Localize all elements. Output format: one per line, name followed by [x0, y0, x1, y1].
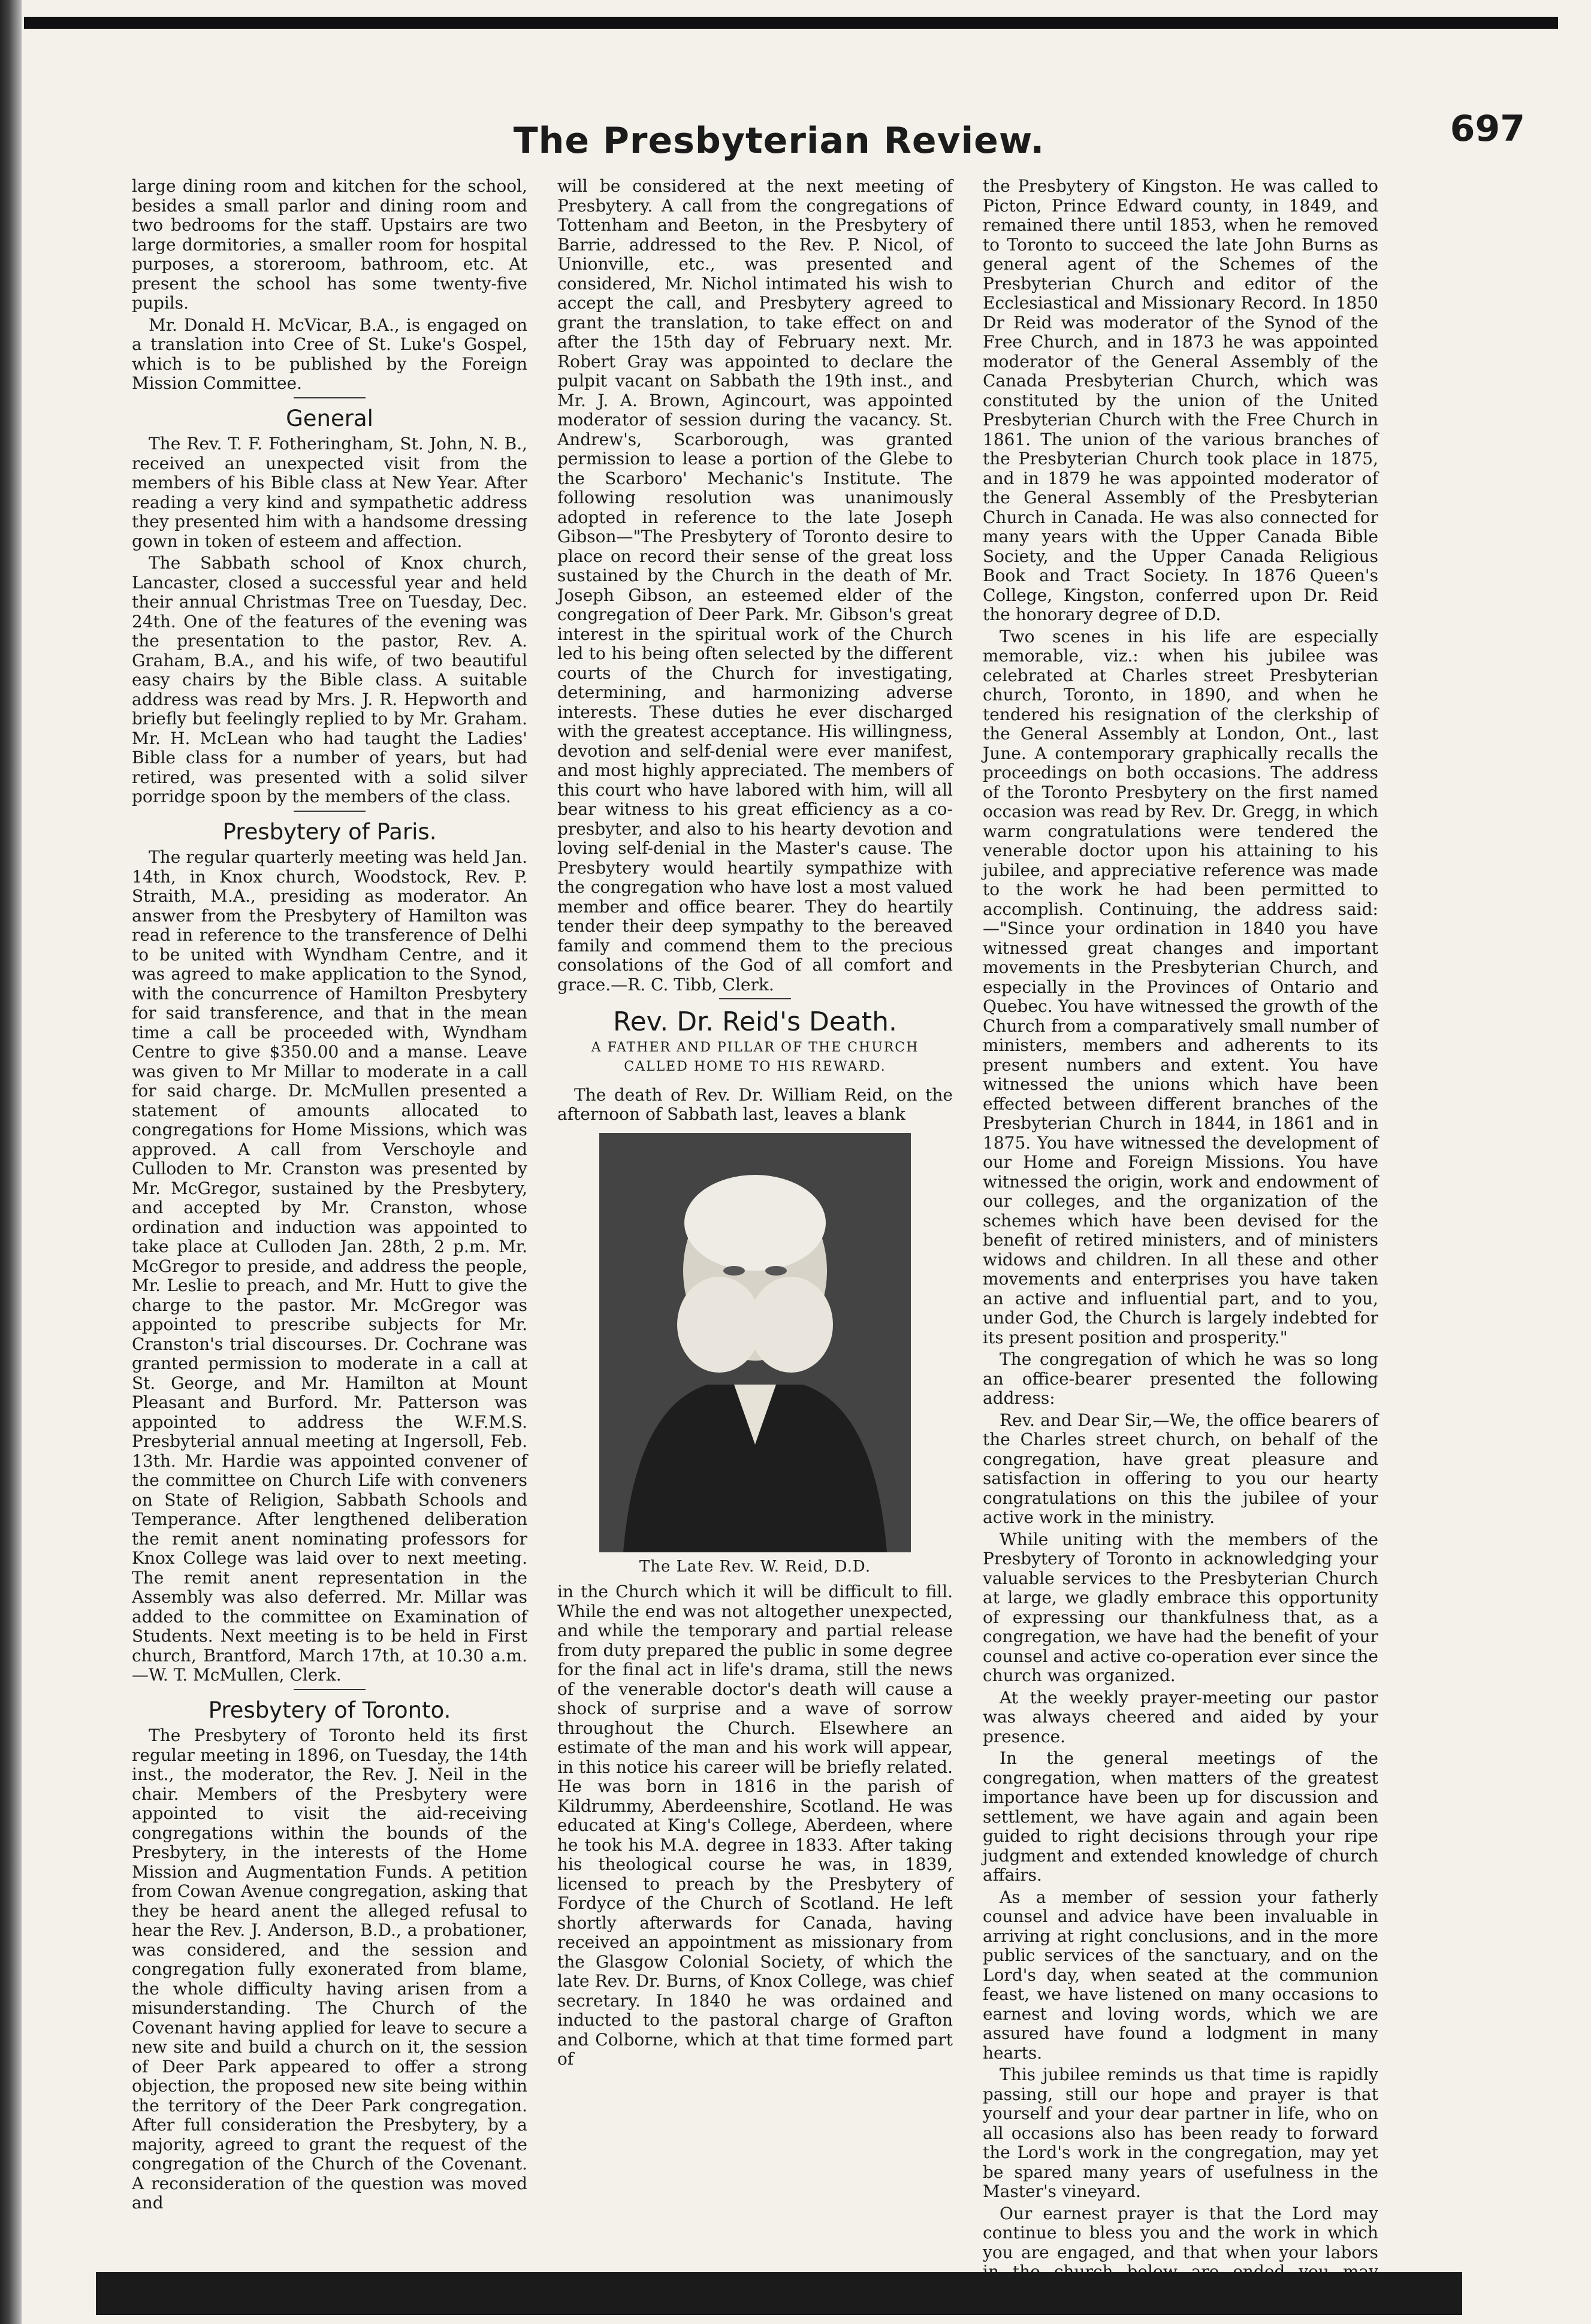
paragraph: At the weekly prayer-meeting our pastor was always cheered and aided by your presence.: [983, 1687, 1378, 1746]
section-heading-toronto: Presbytery of Toronto.: [208, 1697, 451, 1723]
paragraph: The Sabbath school of Knox church, Lancaster, closed a successful year and held their annual Christmas Tree on Tuesday, Dec. 24th. One of the features of the evening was the presentation to the pastor, Rev. A. Graham, B.A., and his wife, of two beautiful easy chairs by the Bible class. A suitable address was read by Mrs. J. R. Hepworth and briefly but feelingly replied to by Mr. Graham. Mr. H. McLean who had taught the Ladies' Bible class for a number of years, but had retired, was presented with a solid silver porridge spoon by the members of the class.: [132, 553, 527, 806]
divider: [294, 811, 366, 812]
paragraph: will be considered at the next meeting of Presbytery. A call from the congregations of Tottenham and Beeton, in the Presbytery of Barrie, addressed to the Rev. P. Nicol, of Unionville, etc., was presented and considered, Mr. Nichol intimated his wish to accept the call, and Presbytery agreed to grant the translation, to take effect on and after the 15th day of February next. Mr. Robert Gray was appointed to declare the pulpit vacant on Sabbath the 19th inst., and Mr. J. A. Brown, Agincourt, was appointed moderator of session during the vacancy. St. Andrew's, Scarborough, was granted permission to lease a portion of the Glebe to the Scarboro' Mechanic's Institute. The following resolution was unanimously adopted in reference to the late Joseph Gibson—"The Presbytery of Toronto desire to place on record their sense of the great loss sustained by the Church in the death of Mr. Joseph Gibson, an esteemed elder of the congregation of Deer Park. Mr. Gibson's great interest in the spiritual work of the Church led to his being often selected by the different courts of the Church for investigating, determining, and harmonizing adverse interests. These duties he ever discharged with the greatest acceptance. His willingness, devotion and self-denial were ever manifest, and most highly appreciated. The members of this court who have labored with him, will all bear witness to his great efficiency as a co-presbyter, and also to his hearty devotion and loving self-denial in the Master's cause. The Presbytery would heartily sympathize with the congregation who have lost a most valued member and office bearer. They do heartily tender their deep sympathy to the bereaved family and commend them to the precious consolations of the God of all comfort and grace.—R. C. Tibb, Clerk.: [557, 176, 953, 995]
column-3: [983, 176, 1378, 2262]
paragraph: Mr. Donald H. McVicar, B.A., is engaged on a translation into Cree of St. Luke's Gospel, which is to be published by the Foreign Mission Committee.: [132, 315, 527, 393]
paragraph: The congregation of which he was so long an office-bearer presented the following address:: [983, 1349, 1378, 1408]
paragraph: Our earnest prayer is that the Lord may continue to bless you and the work in which you are engaged, and that when your labors: [983, 2203, 1378, 2262]
portrait-photo: [599, 1133, 911, 1552]
column-2: [557, 177, 953, 2210]
paragraph: The Presbytery of Toronto held its first regular meeting in 1896, on Tuesday, the 14th inst., the moderator, the Rev. J. Neil in the chair. Members of the Presbytery were appointed to visit the aid-receiving congregations within the bounds of the Presbytery, in the interests of the Home Mission and Augmentation Funds. A petition from Cowan Avenue congregation, asking that they be heard anent the alleged refusal to hear the Rev. J. Anderson, B.D., a probationer, was considered, and the session and congregation fully exonerated from blame, the whole difficulty having arisen from a misunderstanding. The Church of the Covenant having applied for leave to secure a new site and build a church on it, the session of Deer Park appeared to offer a strong objection, the proposed new site being within the territory of the Deer Park congregation. After full consideration the Presbytery, by a majority, agreed to grant the request of the congregation of the Church of the Covenant. A reconsideration of the question was moved and: [132, 1725, 527, 2213]
top-scan-border: [24, 17, 1558, 29]
paragraph: As a member of session your fatherly counsel and advice have been invaluable in arriving at right conclusions, and in the more public services of the sanctuary, and on the Lord's day, when seated at the communion feast, we have listened on many occasions to earnest and loving words, which we are assured have found a lodgment in many hearts.: [983, 1887, 1378, 2063]
bottom-scan-border: [96, 2272, 1462, 2315]
page-number: 697: [1450, 108, 1525, 150]
paragraph: The death of Rev. Dr. William Reid, on the afternoon of Sabbath last, leaves a blank: [557, 1084, 953, 1124]
paragraph: In the general meetings of the congregation, when matters of the greatest importance have been up for discussion and settlement, we have again and again been guided to right decisions through your ripe judgment and extended knowledge of church affairs.: [983, 1748, 1378, 1885]
portrait-caption: The Late Rev. W. Reid, D.D.: [639, 1557, 871, 1576]
divider: [719, 998, 791, 999]
paragraph: the Presbytery of Kingston. He was called to Picton, Prince Edward county, in 1849, and remained there until 1853, when he removed to Toronto to succeed the late John Burns as general agent of the Schemes of the Presbyterian Church and editor of the Ecclesiastical and Missionary Record. In 1850 Dr Reid was moderator of the Synod of the Free Church, and in 1873 he was appointed moderator of the General Assembly of the Canada Presbyterian Church, which was constituted by the union of the United Presbyterian Church with the Free Church in 1861. The union of the various branches of the Presbyterian Church took place in 1875, and in 1879 he was appointed moderator of the General Assembly of the Presbyterian Church in Canada. He was also connected for many years with the Upper Canada Bible Society, and the Upper Canada Religious Book and Tract Society. In 1876 Queen's College, Kingston, conferred upon Dr. Reid the honorary degree of D.D.: [983, 176, 1378, 624]
divider: [294, 397, 366, 398]
paragraph: The Rev. T. F. Fotheringham, St. John, N. B., received an unexpected visit from the members of his Bible class at New Year. After reading a very kind and sympathetic address they presented him with a handsome dressing gown in token of esteem and affection.: [132, 434, 527, 551]
page-title: The Presbyterian Review.: [513, 120, 1045, 162]
divider: [294, 1689, 366, 1690]
article-subtitle: A FATHER AND PILLAR OF THE CHURCH CALLED HOME TO HIS REWARD.: [591, 1039, 919, 1074]
column-1: [132, 176, 527, 2213]
page-binding-edge: [0, 0, 22, 2324]
paragraph: While uniting with the members of the Presbytery of Toronto in acknowledging your valuable services to the Presbyterian Church at large, we gladly embrace this opportunity of expressing our thankfulness that, as a congregation, we have had the benefit of your counsel and active co-operation ever since the church was organized.: [983, 1529, 1378, 1685]
portrait-engraving: [599, 1133, 911, 1552]
paragraph: The regular quarterly meeting was held Jan. 14th, in Knox church, Woodstock, Rev. P. Straith, M.A., presiding as moderator. An answer from the Presbytery of Hamilton was read in reference to the transference of Delhi to be united with Wyndham Centre, and it was agreed to make application to the Synod, with the concurrence of Hamilton Presbytery for said transference, and that in the mean time a call be proceeded with, Wyndham Centre to give $350.00 and a manse. Leave was given to Mr Millar to moderate in a call for said charge. Dr. McMullen presented a statement of amounts allocated to congregations for Home Missions, which was approved. A call from Verschoyle and Culloden to Mr. Cranston was presented by Mr. McGregor, sustained by the Presbytery, and accepted by Mr. Cranston, whose ordination and induction was appointed to take place at Culloden Jan. 28th, 2 p.m. Mr. McGregor to preside, and address the people, Mr. Leslie to preach, and Mr. Hutt to give the charge to the pastor. Mr. McGregor was appointed to prescribe subjects for Mr. Cranston's trial discourses. Dr. Cochrane was granted permission to moderate in a call at St. George, and Mr. Hamilton at Mount Pleasant and Burford. Mr. Patterson was appointed to address the W.F.M.S. Presbyterial annual meeting at Ingersoll, Feb. 13th. Mr. Hardie was appointed convener of the committee on Church Life with conveners on State of Religion, Sabbath Schools and Temperance. After lengthened deliberation the remit anent nominating professors for Knox College was laid over to next meeting. The remit anent representation in the Assembly was also deferred. Mr. Millar was added to the committee on Examination of Students. Next meeting is to be held in First church, Brantford, March 17th, at 10.30 a.m.—W. T. McMullen, Clerk.: [132, 847, 527, 1685]
paragraph: in the Church which it will be difficult to fill. While the end was not altogether unexpected, and while the temporary and partial release from duty prepared the public in some degree for the final act in life's drama, still the news of the venerable doctor's death will cause a shock of surprise and a wave of sorrow throughout the Church. Elsewhere an estimate of the man and his work will appear, in this notice his career will be briefly related. He was born in 1816 in the parish of Kildrummy, Aberdeenshire, Scotland. He was educated at King's College, Aberdeen, where he took his M.A. degree in 1833. After taking his theological course he was, in 1839, licensed to preach by the Presbytery of Fordyce of the Church of Scotland. He left shortly afterwards for Canada, having received an appointment as missionary from the Glasgow Colonial Society, of which the late Rev. Dr. Burns, of Knox College, was chief secretary. In 1840 he was ordained and inducted to the pastoral charge of Grafton and Colborne, which at that time formed part of: [557, 1582, 953, 2069]
paragraph: This jubilee reminds us that time is rapidly passing, still our hope and prayer is that yourself and your dear partner in life, who on all occasions also has been ready to forward the Lord's work in the congregation, may yet be spared many years of usefulness in the Master's vineyard.: [983, 2065, 1378, 2201]
paragraph: Rev. and Dear Sir,—We, the office bearers of the Charles street church, on behalf of the congregation, have great pleasure and satisfaction in offering to you our hearty congratulations on this the jubilee of your active work in the ministry.: [983, 1410, 1378, 1527]
section-heading-general: General: [286, 405, 373, 431]
paragraph: Two scenes in his life are especially memorable, viz.: when his jubilee was celebrated at Charles street Presbyterian church, Toronto, in 1890, and when he tendered his resignation of the clerkship of the General Assembly at London, Ont., last June. A contemporary graphically recalls the proceedings on both occasions. The address of the Toronto Presbytery on the first named occasion was read by Rev. Dr. Gregg, in which warm congratulations were tendered the venerable doctor upon his attaining to his jubilee, and appreciative reference was made to the work he had been permitted to accomplish. Continuing, the address said:—"Since your ordination in 1840 you have witnessed great changes and important movements in the Presbyterian Church, and especially in the Provinces of Ontario and Quebec. You have witnessed the growth of the Church from a comparatively small number of ministers, members and adherents to its present numbers and extent. You have witnessed the unions which have been effected between different branches of the Presbyterian Church in 1844, in 1861 and in 1875. You have witnessed the development of our Home and Foreign Missions. You have witnessed the origin, work and endowment of our colleges, and the organization of the schemes which have been devised for the benefit of retired ministers, and of ministers widows and children. In all these and other movements and enterprises you have taken an active and influential part, and to you, under God, the Church is largely indebted for its present position and prosperity.": [983, 626, 1378, 1347]
article-headline: Rev. Dr. Reid's Death.: [612, 1007, 898, 1037]
section-heading-paris: Presbytery of Paris.: [222, 818, 437, 845]
paragraph: large dining room and kitchen for the school, besides a small parlor and dining room and two bedrooms for the staff. Upstairs are two large dormitories, a smaller room for hospital purposes, a storeroom, bathroom, etc. At present the school has some twenty-five pupils.: [132, 176, 527, 313]
